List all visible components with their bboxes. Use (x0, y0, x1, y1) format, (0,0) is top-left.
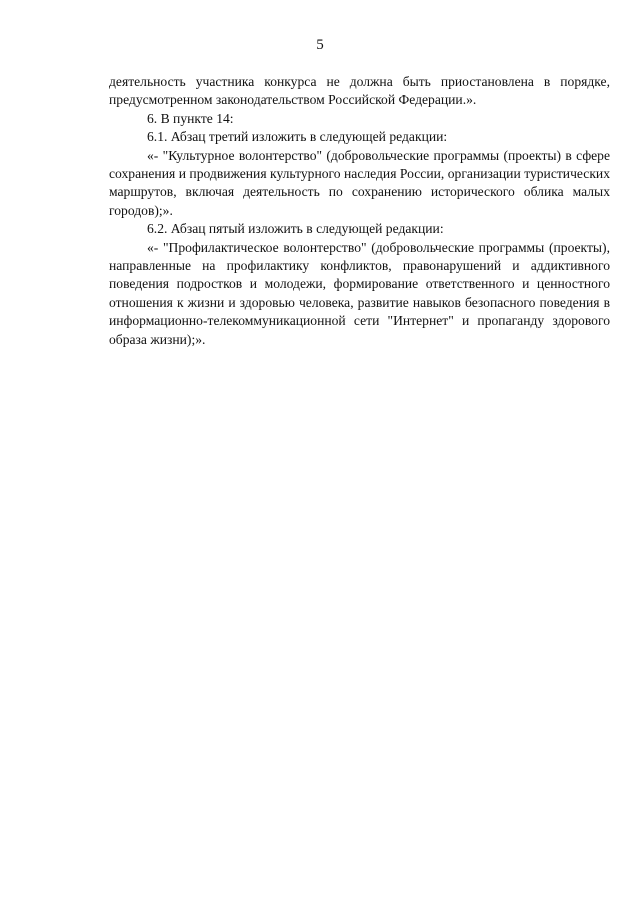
paragraph-item-6: 6. В пункте 14: (147, 110, 234, 126)
page-number: 5 (316, 37, 324, 53)
paragraph-cultural-volunteering: «- "Культурное волонтерство" (добровольческие программы (проекты) в сфере сохранения и продвижения культурного наследия России, организации туристических маршрутов, включая деятельность по сохранению исторического облика малых городов);». (109, 147, 610, 218)
document-body (109, 73, 610, 349)
paragraph-item-6-1: 6.1. Абзац третий изложить в следующей редакции: (147, 129, 448, 145)
paragraph-preventive-volunteering: «- "Профилактическое волонтерство" (добровольческие программы (проекты), направленные на профилактику конфликтов, правонарушений и аддиктивного поведения подростков и молодежи, формирование ответственного и ценностного отношения к жизни и здоровью человека, развитие навыков безопасного поведения в информационно-телекоммуникационной сети "Интернет" и пропаганду здорового образа жизни);». (109, 239, 610, 347)
paragraph-continuation: деятельность участника конкурса не должна быть приостановлена в порядке, предусмотренном законодательством Российской Федерации.». (109, 74, 610, 108)
paragraph-item-6-2: 6.2. Абзац пятый изложить в следующей редакции: (147, 221, 444, 237)
